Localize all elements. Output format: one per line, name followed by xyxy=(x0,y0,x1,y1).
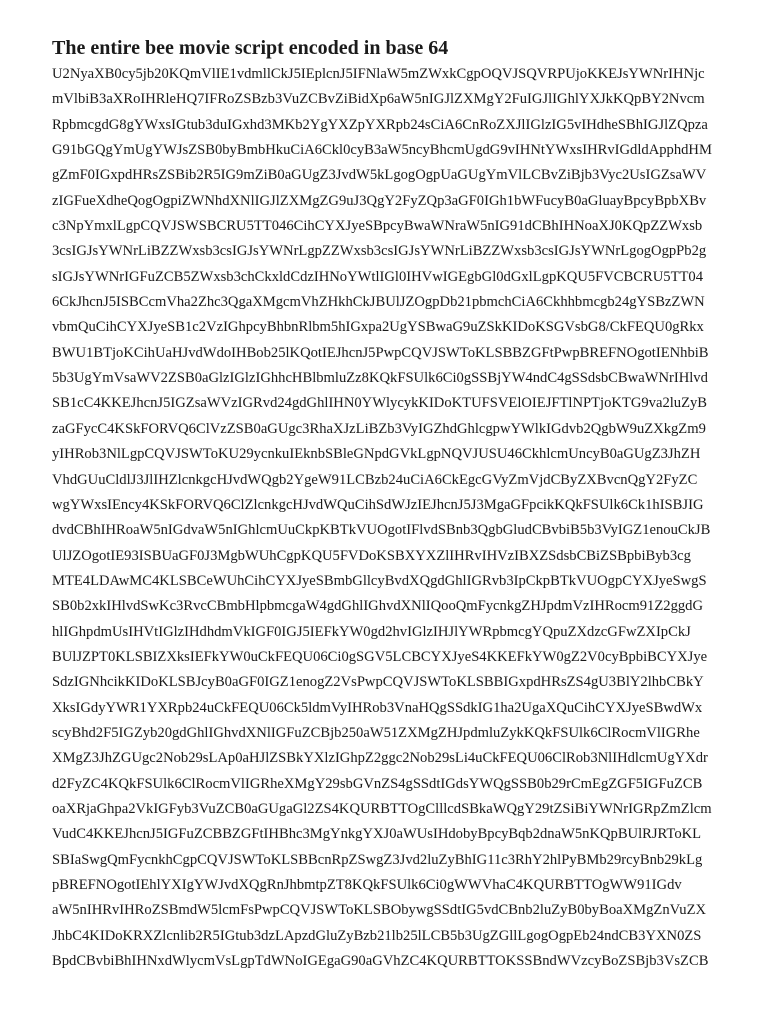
text-line: hlIGhpdmUsIHVtIGlzIHdhdmVkIGF0IGJ5IEFkYW0gd2hvIGlzIHJlYWRpbmcgYQpuZXdzcGFwZXIpCkJ xyxy=(52,623,691,640)
text-line: vbmQuCihCYXJyeSB1c2VzIGhpcyBhbnRlbm5hIGxpa2UgYSBwaG9uZSkKIDoKSGVsbG8/CkFEQU0gRkx xyxy=(52,319,704,336)
text-line: c3NpYmxlLgpCQVJSWSBCRU5TT046CihCYXJyeSBpcyBwaWNraW5nIG91dCBhIHNoaXJ0KQpZZWxsb xyxy=(52,218,703,235)
text-line: VudC4KKEJhcnJ5IGFuZCBBZGFtIHBhc3MgYnkgYXJ0aWUsIHdobyBpcyBqb2dnaW5nKQpBUlRJRToKL xyxy=(52,826,702,843)
text-line: BpdCBvbiBhIHNxdWlycmVsLgpTdWNoIGEgaG90aGVhZC4KQURBTTOKSSBndWVzcyBoZSBjb3VsZCB xyxy=(52,953,709,970)
document-title: The entire bee movie script encoded in base 64 xyxy=(52,37,449,59)
text-line: yIHRob3NlLgpCQVJSWToKU29ycnkuIEknbSBleGNpdGVkLgpNQVJUSU46CkhlcmUncyB0aGUgZ3JhZH xyxy=(52,446,701,463)
text-line: zIGFueXdheQogOgpiZWNhdXNlIGJlZXMgZG9uJ3QgY2FyZQp3aGF0IGh1bWFucyB0aGluayBpcyBpbXBv xyxy=(52,192,707,209)
document-body xyxy=(52,62,742,974)
text-line: d2FyZC4KQkFSUlk6ClRocmVlIGRheXMgY29sbGVnZS4gSSdtIGdsYWQgSSB0b29rCmEgZGF5IGFuZCB xyxy=(52,775,703,792)
text-line: MTE4LDAwMC4KLSBCeWUhCihCYXJyeSBmbGllcyBvdXQgdGhlIGRvb3IpCkpBTkVUOgpCYXJyeSwgS xyxy=(52,572,707,589)
text-line: zaGFycC4KSkFORVQ6ClVzZSB0aGUgc3RhaXJzLiBZb3VyIGZhdGhlcgpwYWlkIGdvb2QgbW9uZXkgZm9 xyxy=(52,420,706,437)
text-line: oaXRjaGhpa2VkIGFyb3VuZCB0aGUgaGl2ZS4KQURBTTOgClllcdSBkaWQgY29tZSiBiYWNrIGRpZmZlcm xyxy=(52,800,712,817)
text-line: U2NyaXB0cy5jb20KQmVlIE1vdmllCkJ5IEplcnJ5IFNlaW5mZWxkCgpOQVJSQVRPUjoKKEJsYWNrIHNjc xyxy=(52,66,705,82)
text-line: 3csIGJsYWNrLiBZZWxsb3csIGJsYWNrLgpZZWxsb3csIGJsYWNrLiBZZWxsb3csIGJsYWNrLgogOgpPb2g xyxy=(52,243,707,260)
text-line: wgYWxsIEncy4KSkFORVQ6ClZlcnkgcHJvdWQuCihSdWJzIEJhcnJ5J3MgaGFpcikKQkFSUlk6Ck1hISBJIG xyxy=(52,496,704,513)
text-line: G91bGQgYmUgYWJsZSB0byBmbHkuCiA6Ckl0cyB3aW5ncyBhcmUgdG9vIHNtYWxsIHRvIGdldApphdHM xyxy=(52,142,712,159)
text-line: SB1cC4KKEJhcnJ5IGZsaWVzIGRvd24gdGhlIHN0YWlycykKIDoKTUFSVElOIEJFTlNPTjoKTG9va2luZyB xyxy=(52,395,708,412)
text-line: 5b3UgYmVsaWV2ZSB0aGlzIGlzIGhhcHBlbmluZz8KQkFSUlk6Ci0gSSBjYW4ndC4gSSdsbCBwaWNrIHlvd xyxy=(52,370,708,387)
text-line: RpbmcgdG8gYWxsIGtub3duIGxhd3MKb2YgYXZpYXRpb24sCiA6CnRoZXJlIGlzIG5vIHdheSBhIGJlZQpza xyxy=(52,116,708,133)
text-line: SdzIGNhcikKIDoKLSBJcyB0aGF0IGZ1enogZ2VsPwpCQVJSWToKLSBBIGxpdHRsZS4gU3BlY2lhbCBkY xyxy=(52,674,704,691)
text-line: BWU1BTjoKCihUaHJvdWdoIHBob25lKQotIEJhcnJ5PwpCQVJSWToKLSBBZGFtPwpBREFNOgotIENhbiB xyxy=(52,344,709,361)
text-line: UlJZOgotIE93ISBUaGF0J3MgbWUhCgpKQU5FVDoKSBXYXZlIHRvIHVzIBXZSdsbCBiZSBpbiByb3cg xyxy=(52,547,691,564)
text-line: XksIGdyYWR1YXRpb24uCkFEQU06Ck5ldmVyIHRob3VnaHQgSSdkIG1ha2UgaXQuCihCYXJyeSBwdWx xyxy=(52,699,703,716)
text-line: SB0b2xkIHlvdSwKc3RvcCBmbHlpbmcgaW4gdGhlIGhvdXNlIQooQmFycnkgZHJpdmVzIHRocm91Z2ggdG xyxy=(52,598,703,615)
text-line: scyBhd2F5IGZyb20gdGhlIGhvdXNlIGFuZCBjb250aW51ZXMgZHJpdmluZykKQkFSUlk6ClRocmVlIGRhe xyxy=(52,724,700,741)
text-line: XMgZ3JhZGUgc2Nob29sLAp0aHJlZSBkYXlzIGhpZ2ggc2Nob29sLi4uCkFEQU06ClRob3NlIHdlcmUgYXdr xyxy=(52,750,708,767)
text-line: dvdCBhIHRoaW5nIGdvaW5nIGhlcmUuCkpKBTkVUOgotIFlvdSBnb3QgbGludCBvbiB5b3VyIGZ1enouCkJB xyxy=(52,522,711,539)
text-line: JhbC4KIDoKRXZlcnlib2R5IGtub3dzLApzdGluZyBzb21lb25lLCB5b3UgZGllLgogOgpEb24ndCB3YXN0ZS xyxy=(52,927,702,944)
text-line: aW5nIHRvIHRoZSBmdW5lcmFsPwpCQVJSWToKLSBObywgSSdtIG5vdCBnb2luZyB0byBoaXMgZnVuZX xyxy=(52,902,707,919)
text-line: 6CkJhcnJ5ISBCcmVha2Zhc3QgaXMgcmVhZHkhCkJBUlJZOgpDb21pbmchCiA6Ckhhbmcgb24gYSBzZWN xyxy=(52,294,705,311)
text-line: pBREFNOgotIEhlYXIgYWJvdXQgRnJhbmtpZT8KQkFSUlk6Ci0gWWVhaC4KQURBTTOgWW91IGdv xyxy=(52,877,682,893)
text-line: gZmF0IGxpdHRsZSBib2R5IG9mZiB0aGUgZ3JvdW5kLgogOgpUaGUgYmVlLCBvZiBjb3Vyc2UsIGZsaWV xyxy=(52,167,707,184)
text-line: sIGJsYWNrIGFuZCB5ZWxsb3chCkxldCdzIHNoYWtlIGl0IHVwIGEgbGl0dGxlLgpKQU5FVCBCRU5TT04 xyxy=(52,268,704,285)
text-line: SBIaSwgQmFycnkhCgpCQVJSWToKLSBBcnRpZSwgZ3Jvd2luZyBhIG11c3RhY2hlPyBMb29rcyBnb29kLg xyxy=(52,851,703,868)
text-line: mVlbiB3aXRoIHRleHQ7IFRoZSBzb3VuZCBvZiBidXp6aW5nIGJlZXMgY2FuIGJlIGhlYXJkKQpBY2Nvcm xyxy=(52,91,705,108)
text-line: BUlJZPT0KLSBIZXksIEFkYW0uCkFEQU06Ci0gSGV5LCBCYXJyeS4KKEFkYW0gZ2V0cyBpbiBCYXJye xyxy=(52,648,708,665)
text-line: VhdGUuCldlJ3JlIHZlcnkgcHJvdWQgb2YgeW91LCBzb24uCiA6CkEgcGVyZmVjdCByZXBvcnQgY2FyZC xyxy=(52,471,698,488)
